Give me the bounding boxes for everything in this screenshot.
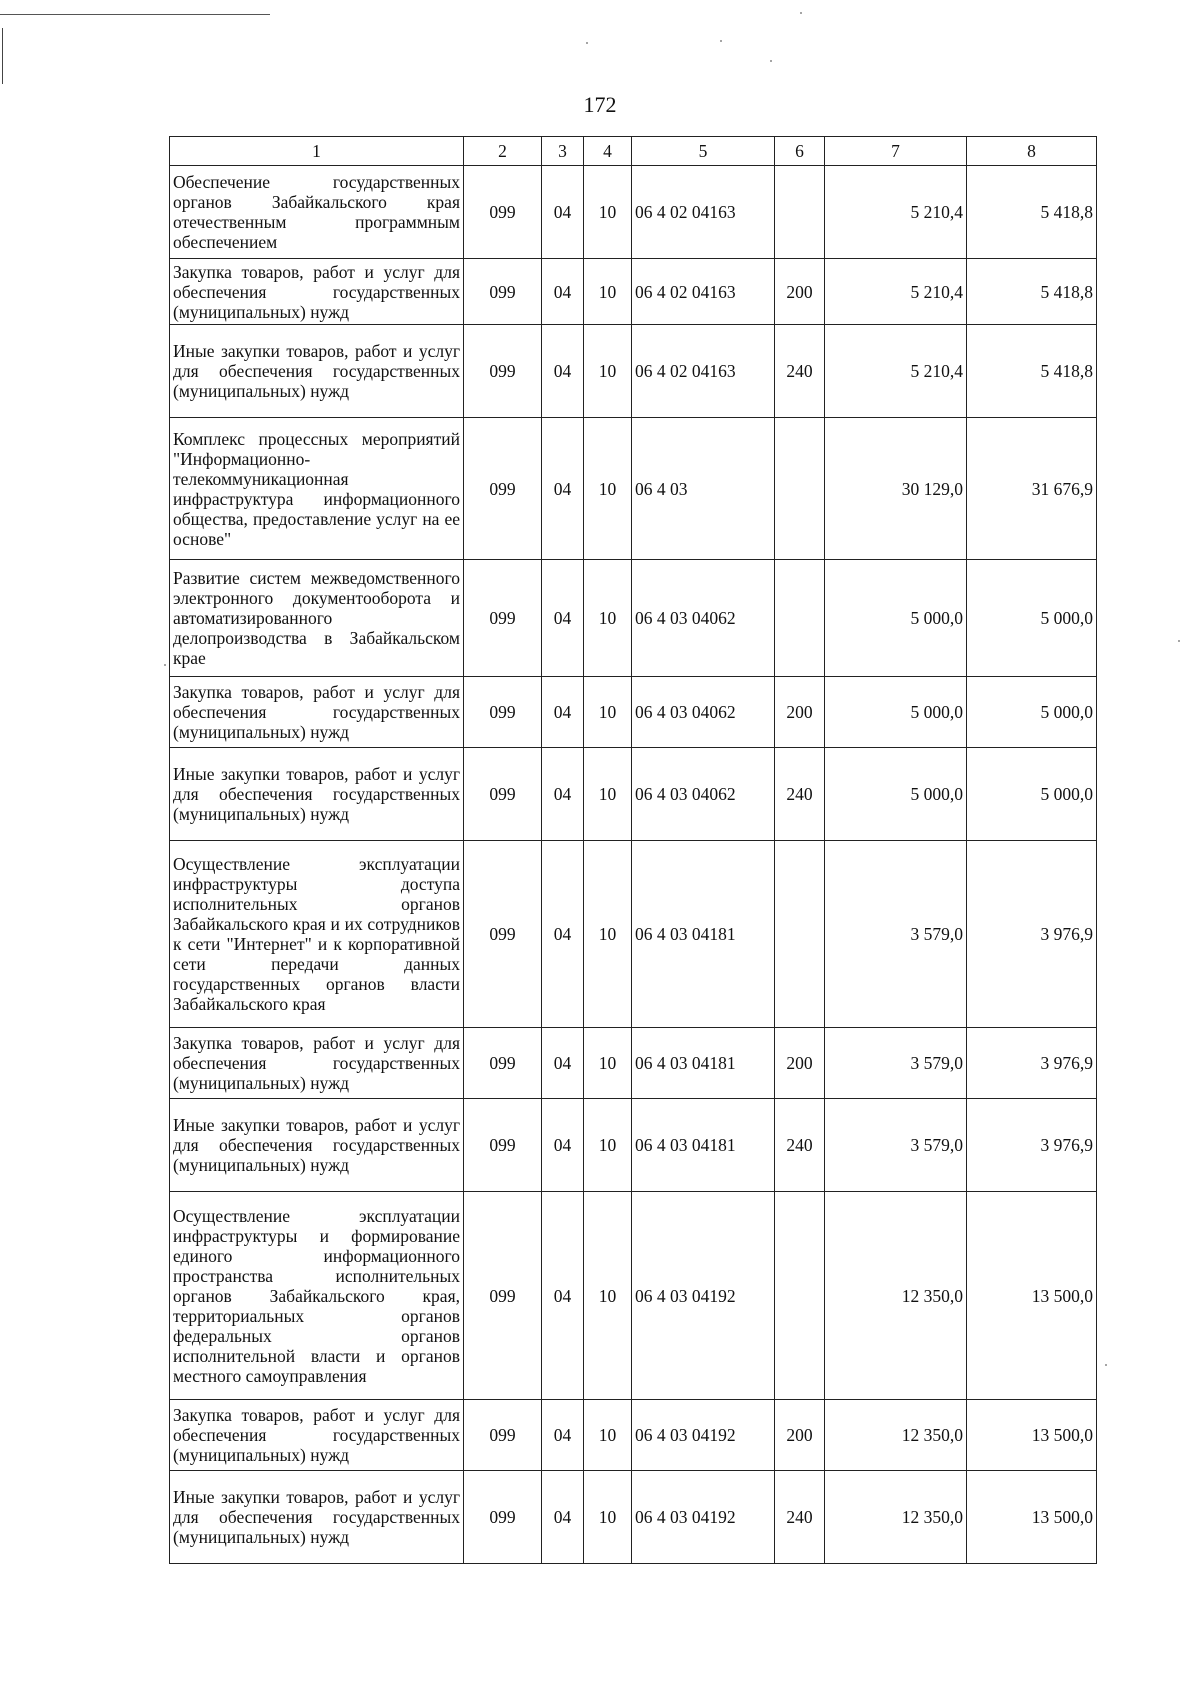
target-article-cell: 06 4 03 04181 — [632, 1099, 775, 1192]
target-article-cell: 06 4 03 04192 — [632, 1471, 775, 1564]
section-cell: 04 — [542, 841, 584, 1028]
admin-code-cell: 099 — [464, 1192, 542, 1400]
scan-speck — [770, 60, 772, 62]
amount-column-8-cell: 3 976,9 — [967, 841, 1097, 1028]
expense-type-cell: 240 — [775, 748, 825, 841]
scan-speck — [1105, 1364, 1107, 1366]
section-cell: 04 — [542, 1099, 584, 1192]
amount-column-8-cell: 13 500,0 — [967, 1471, 1097, 1564]
column-header: 5 — [632, 137, 775, 166]
table-row — [170, 325, 1097, 418]
table-row — [170, 1028, 1097, 1099]
column-header: 7 — [825, 137, 967, 166]
amount-column-8-cell: 5 000,0 — [967, 677, 1097, 748]
expense-name-cell: Развитие систем межведомственного электронного документооборота и автоматизированного делопроизводства в Забайкальском крае — [170, 560, 464, 677]
expense-name-cell: Иные закупки товаров, работ и услуг для обеспечения государственных (муниципальных) нужд — [170, 1099, 464, 1192]
expense-type-cell — [775, 841, 825, 1028]
scan-speck — [164, 664, 166, 666]
table-row — [170, 1471, 1097, 1564]
admin-code-cell: 099 — [464, 748, 542, 841]
expense-type-cell — [775, 418, 825, 560]
section-cell: 04 — [542, 1471, 584, 1564]
subsection-cell: 10 — [584, 418, 632, 560]
scan-speck — [720, 40, 722, 42]
section-cell: 04 — [542, 748, 584, 841]
expense-type-cell: 200 — [775, 677, 825, 748]
amount-column-8-cell: 3 976,9 — [967, 1099, 1097, 1192]
budget-table — [169, 136, 1097, 1564]
subsection-cell: 10 — [584, 677, 632, 748]
table-row — [170, 1400, 1097, 1471]
column-header: 4 — [584, 137, 632, 166]
column-header: 6 — [775, 137, 825, 166]
subsection-cell: 10 — [584, 560, 632, 677]
expense-name-cell: Закупка товаров, работ и услуг для обеспечения государственных (муниципальных) нужд — [170, 259, 464, 325]
target-article-cell: 06 4 03 04181 — [632, 841, 775, 1028]
expense-name-cell: Обеспечение государственных органов Забайкальского края отечественным программным обеспечением — [170, 166, 464, 259]
subsection-cell: 10 — [584, 1192, 632, 1400]
scan-edge-line-top — [0, 14, 270, 15]
scan-speck — [1178, 640, 1180, 642]
amount-column-7-cell: 5 210,4 — [825, 259, 967, 325]
admin-code-cell: 099 — [464, 325, 542, 418]
table-row — [170, 841, 1097, 1028]
amount-column-7-cell: 3 579,0 — [825, 1028, 967, 1099]
subsection-cell: 10 — [584, 748, 632, 841]
section-cell: 04 — [542, 560, 584, 677]
table-header-row — [170, 137, 1097, 166]
amount-column-7-cell: 5 210,4 — [825, 325, 967, 418]
subsection-cell: 10 — [584, 1400, 632, 1471]
scan-speck — [586, 42, 588, 44]
expense-name-cell: Осуществление эксплуатации инфраструктуры доступа исполнительных органов Забайкальского края и их сотрудников к сети "Интернет" и к корпоративной сети передачи данных государственных органов власти Забайкальского края — [170, 841, 464, 1028]
admin-code-cell: 099 — [464, 841, 542, 1028]
expense-type-cell: 200 — [775, 1028, 825, 1099]
section-cell: 04 — [542, 1400, 584, 1471]
expense-name-cell: Закупка товаров, работ и услуг для обеспечения государственных (муниципальных) нужд — [170, 1028, 464, 1099]
section-cell: 04 — [542, 259, 584, 325]
section-cell: 04 — [542, 418, 584, 560]
expense-type-cell: 240 — [775, 1099, 825, 1192]
expense-type-cell — [775, 166, 825, 259]
amount-column-7-cell: 12 350,0 — [825, 1400, 967, 1471]
scan-speck — [800, 12, 802, 14]
expense-name-cell: Комплекс процессных мероприятий "Информационно-телекоммуникационная инфраструктура информационного общества, предоставление услуг на ее основе" — [170, 418, 464, 560]
amount-column-7-cell: 3 579,0 — [825, 1099, 967, 1192]
subsection-cell: 10 — [584, 259, 632, 325]
section-cell: 04 — [542, 166, 584, 259]
amount-column-8-cell: 5 418,8 — [967, 325, 1097, 418]
amount-column-7-cell: 3 579,0 — [825, 841, 967, 1028]
expense-type-cell — [775, 1192, 825, 1400]
amount-column-7-cell: 12 350,0 — [825, 1192, 967, 1400]
section-cell: 04 — [542, 325, 584, 418]
column-header: 3 — [542, 137, 584, 166]
section-cell: 04 — [542, 677, 584, 748]
amount-column-7-cell: 12 350,0 — [825, 1471, 967, 1564]
subsection-cell: 10 — [584, 841, 632, 1028]
expense-name-cell: Закупка товаров, работ и услуг для обеспечения государственных (муниципальных) нужд — [170, 677, 464, 748]
target-article-cell: 06 4 02 04163 — [632, 166, 775, 259]
amount-column-8-cell: 5 418,8 — [967, 259, 1097, 325]
target-article-cell: 06 4 02 04163 — [632, 259, 775, 325]
table-row — [170, 418, 1097, 560]
amount-column-8-cell: 5 418,8 — [967, 166, 1097, 259]
target-article-cell: 06 4 03 04062 — [632, 560, 775, 677]
column-header: 1 — [170, 137, 464, 166]
section-cell: 04 — [542, 1028, 584, 1099]
amount-column-7-cell: 5 000,0 — [825, 748, 967, 841]
amount-column-8-cell: 5 000,0 — [967, 748, 1097, 841]
column-header: 8 — [967, 137, 1097, 166]
section-cell: 04 — [542, 1192, 584, 1400]
amount-column-7-cell: 5 000,0 — [825, 560, 967, 677]
admin-code-cell: 099 — [464, 1099, 542, 1192]
admin-code-cell: 099 — [464, 418, 542, 560]
target-article-cell: 06 4 03 04181 — [632, 1028, 775, 1099]
target-article-cell: 06 4 03 04062 — [632, 748, 775, 841]
subsection-cell: 10 — [584, 1099, 632, 1192]
admin-code-cell: 099 — [464, 677, 542, 748]
target-article-cell: 06 4 03 — [632, 418, 775, 560]
table-row — [170, 166, 1097, 259]
amount-column-8-cell: 5 000,0 — [967, 560, 1097, 677]
target-article-cell: 06 4 03 04062 — [632, 677, 775, 748]
admin-code-cell: 099 — [464, 1471, 542, 1564]
amount-column-8-cell: 13 500,0 — [967, 1400, 1097, 1471]
admin-code-cell: 099 — [464, 166, 542, 259]
target-article-cell: 06 4 03 04192 — [632, 1400, 775, 1471]
subsection-cell: 10 — [584, 1028, 632, 1099]
page-number: 172 — [583, 92, 617, 117]
table-row — [170, 748, 1097, 841]
table-row — [170, 1099, 1097, 1192]
amount-column-7-cell: 5 210,4 — [825, 166, 967, 259]
amount-column-8-cell: 3 976,9 — [967, 1028, 1097, 1099]
subsection-cell: 10 — [584, 166, 632, 259]
amount-column-8-cell: 31 676,9 — [967, 418, 1097, 560]
table-row — [170, 259, 1097, 325]
column-header: 2 — [464, 137, 542, 166]
admin-code-cell: 099 — [464, 1400, 542, 1471]
amount-column-7-cell: 30 129,0 — [825, 418, 967, 560]
amount-column-8-cell: 13 500,0 — [967, 1192, 1097, 1400]
expense-type-cell — [775, 560, 825, 677]
expense-name-cell: Иные закупки товаров, работ и услуг для обеспечения государственных (муниципальных) нужд — [170, 748, 464, 841]
subsection-cell: 10 — [584, 1471, 632, 1564]
subsection-cell: 10 — [584, 325, 632, 418]
scan-edge-line-left — [2, 28, 3, 84]
expense-name-cell: Иные закупки товаров, работ и услуг для обеспечения государственных (муниципальных) нужд — [170, 325, 464, 418]
expense-type-cell: 240 — [775, 325, 825, 418]
expense-type-cell: 200 — [775, 259, 825, 325]
admin-code-cell: 099 — [464, 1028, 542, 1099]
table-row — [170, 677, 1097, 748]
admin-code-cell: 099 — [464, 259, 542, 325]
expense-name-cell: Осуществление эксплуатации инфраструктуры и формирование единого информационного пространства исполнительных органов Забайкальского края, территориальных органов федеральных органов исполнительной власти и органов местного самоуправления — [170, 1192, 464, 1400]
target-article-cell: 06 4 03 04192 — [632, 1192, 775, 1400]
expense-name-cell: Закупка товаров, работ и услуг для обеспечения государственных (муниципальных) нужд — [170, 1400, 464, 1471]
expense-type-cell: 240 — [775, 1471, 825, 1564]
amount-column-7-cell: 5 000,0 — [825, 677, 967, 748]
table-row — [170, 1192, 1097, 1400]
expense-type-cell: 200 — [775, 1400, 825, 1471]
target-article-cell: 06 4 02 04163 — [632, 325, 775, 418]
expense-name-cell: Иные закупки товаров, работ и услуг для обеспечения государственных (муниципальных) нужд — [170, 1471, 464, 1564]
admin-code-cell: 099 — [464, 560, 542, 677]
table-row — [170, 560, 1097, 677]
